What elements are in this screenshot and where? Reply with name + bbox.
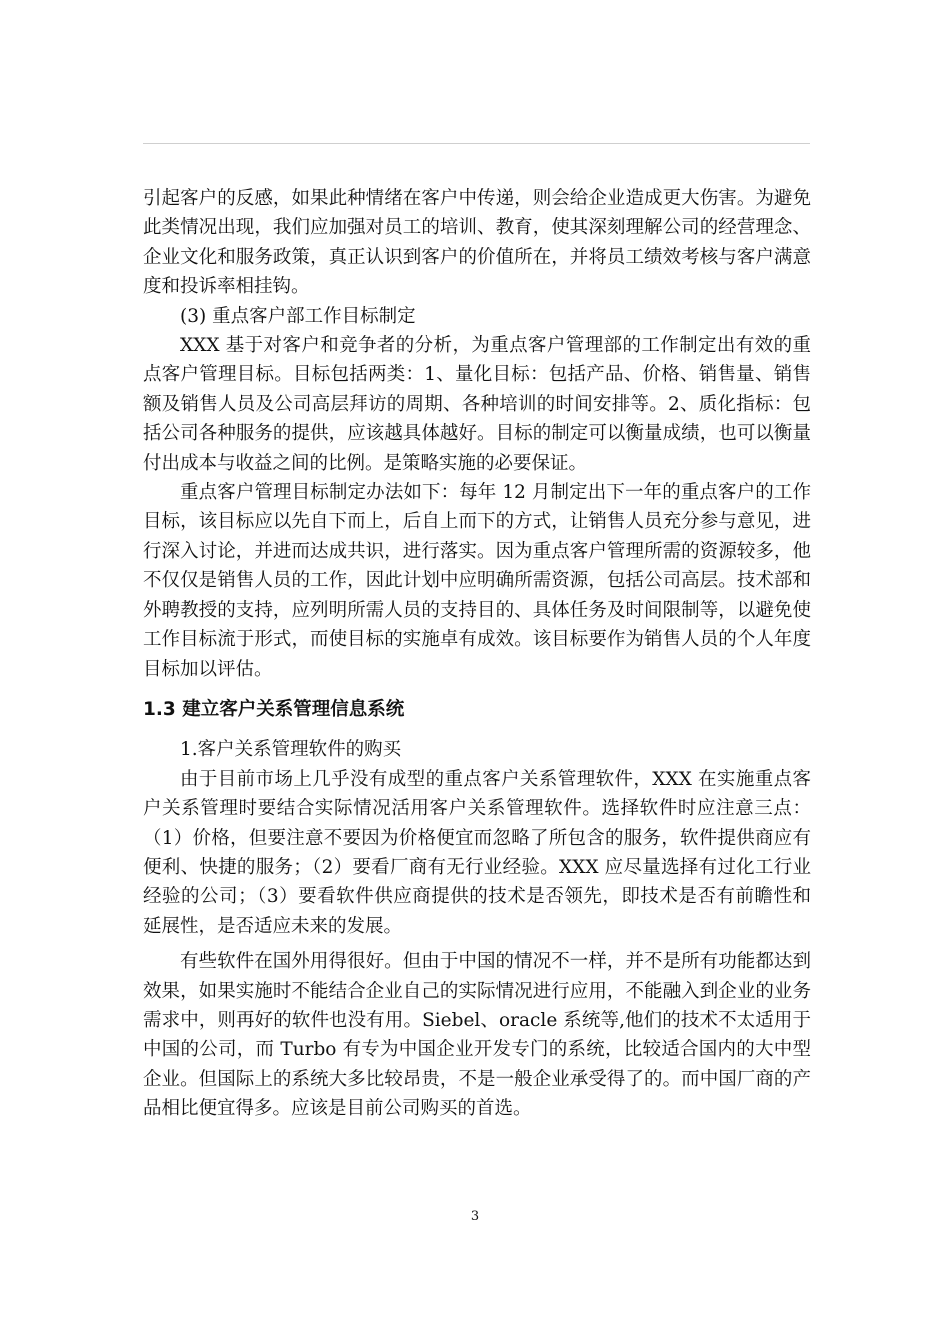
body-paragraph: 重点客户管理目标制定办法如下：每年 12 月制定出下一年的重点客户的工作目标，该目标应以先自下而上，后自上而下的方式，让销售人员充分参与意见，进行深入讨论，并进而达成共识，进行落实。因为重点客户管理所需的资源较多，他不仅仅是销售人员的工作，因此计划中应明确所需资源，包括公司高层。技术部和外聘教授的支持，应列明所需人员的支持目的、具体任务及时间限制等，以避免使工作目标流于形式，而使目标的实施卓有成效。该目标要作为销售人员的个人年度目标加以评估。 [143, 482, 811, 680]
body-paragraph: 有些软件在国外用得很好。但由于中国的情况不一样，并不是所有功能都达到效果，如果实施时不能结合企业自己的实际情况进行应用，不能融入到企业的业务需求中，则再好的软件也没有用。Siebel、oracle 系统等,他们的技术不太适用于中国的公司，而 Turbo 有专为中国企业开发专门的系统，比较适合国内的大中型企业。但国际上的系统大多比较昂贵，不是一般企业承受得了的。而中国厂商的产品相比便宜得多。应该是目前公司购买的首选。 [143, 951, 811, 1120]
body-paragraph: 由于目前市场上几乎没有成型的重点客户关系管理软件，XXX 在实施重点客户关系管理时要结合实际情况活用客户关系管理软件。选择软件时应注意三点：（1）价格，但要注意不要因为价格便宜而忽略了所包含的服务，软件提供商应有便利、快捷的服务；（2）要看厂商有无行业经验。XXX 应尽量选择有过化工行业经验的公司；（3）要看软件供应商提供的技术是否领先，即技术是否有前瞻性和延展性，是否适应未来的发展。 [143, 768, 811, 937]
body-paragraph: XXX 基于对客户和竞争者的分析，为重点客户管理部的工作制定出有效的重点客户管理目标。目标包括两类：1、量化目标：包括产品、价格、销售量、销售额及销售人员及公司高层拜访的周期、各种培训的时间安排等。2、质化指标：包括公司各种服务的提供，应该越具体越好。目标的制定可以衡量成绩，也可以衡量付出成本与收益之间的比例。是策略实施的必要保证。 [143, 335, 811, 474]
header-rule [143, 143, 810, 144]
subsection-title: 1.客户关系管理软件的购买 [180, 739, 402, 761]
subsection-title: (3) 重点客户部工作目标制定 [180, 305, 416, 327]
section-heading: 1.3 建立客户关系管理信息系统 [143, 698, 405, 720]
page-number: 3 [470, 1209, 480, 1224]
body-paragraph: 引起客户的反感，如果此种情绪在客户中传递，则会给企业造成更大伤害。为避免此类情况出现，我们应加强对员工的培训、教育，使其深刻理解公司的经营理念、企业文化和服务政策，真正认识到客户的价值所在，并将员工绩效考核与客户满意度和投诉率相挂钩。 [143, 188, 811, 298]
page-body [143, 184, 811, 1124]
